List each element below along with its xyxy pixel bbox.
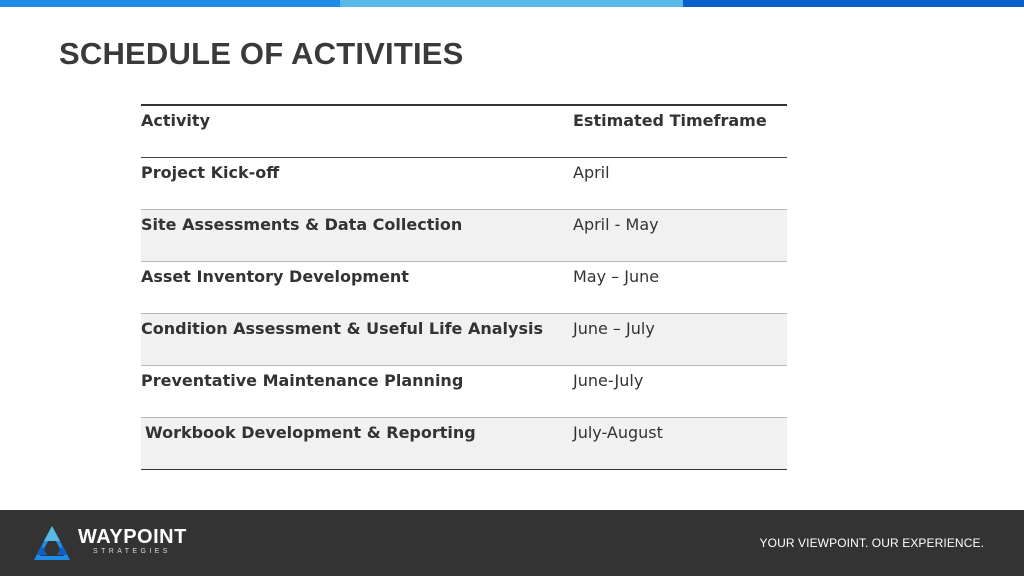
timeframe-cell: May – June bbox=[573, 266, 660, 286]
waypoint-logo-icon bbox=[33, 525, 71, 561]
activity-cell: Condition Assessment & Useful Life Analysis bbox=[141, 318, 543, 338]
activity-cell: Preventative Maintenance Planning bbox=[141, 370, 464, 390]
table-row bbox=[141, 417, 787, 469]
footer-bar bbox=[0, 510, 1024, 576]
column-header-activity: Activity bbox=[141, 105, 573, 157]
activity-cell: Site Assessments & Data Collection bbox=[141, 214, 463, 234]
accent-segment-light-blue bbox=[340, 0, 683, 7]
timeframe-cell: July-August bbox=[573, 422, 663, 442]
timeframe-cell: April bbox=[573, 162, 610, 182]
footer-tagline: YOUR VIEWPOINT. OUR EXPERIENCE. bbox=[759, 536, 984, 550]
table-row bbox=[141, 365, 787, 417]
accent-segment-dark-blue bbox=[683, 0, 1024, 7]
activity-cell: Workbook Development & Reporting bbox=[145, 422, 476, 442]
activity-cell: Project Kick-off bbox=[141, 162, 280, 182]
timeframe-cell: June-July bbox=[573, 370, 644, 390]
table-header-row bbox=[141, 105, 787, 157]
table-row bbox=[141, 261, 787, 313]
logo-wordmark: WAYPOINT bbox=[78, 526, 187, 548]
table-row bbox=[141, 313, 787, 365]
activity-cell: Asset Inventory Development bbox=[141, 266, 409, 286]
accent-segment-blue bbox=[0, 0, 340, 7]
column-header-timeframe: Estimated Timeframe bbox=[573, 105, 787, 157]
schedule-table bbox=[141, 104, 787, 470]
page-title: SCHEDULE OF ACTIVITIES bbox=[59, 36, 464, 71]
timeframe-cell: April - May bbox=[573, 214, 659, 234]
logo-subtitle: STRATEGIES bbox=[93, 548, 171, 555]
top-accent-bar bbox=[0, 0, 1024, 7]
timeframe-cell: June – July bbox=[573, 318, 655, 338]
table-row bbox=[141, 157, 787, 209]
table-row bbox=[141, 209, 787, 261]
